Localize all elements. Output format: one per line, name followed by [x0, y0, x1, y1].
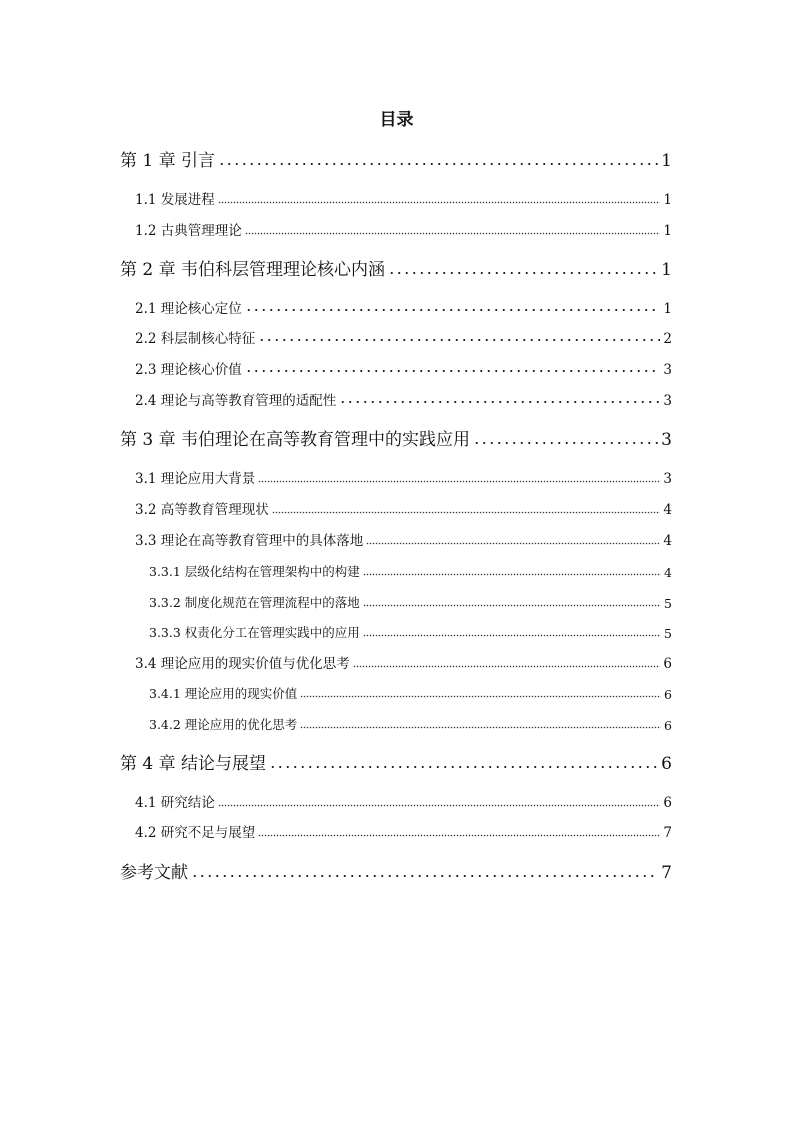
dot-leader	[300, 726, 661, 729]
toc-entry[interactable]	[149, 713, 672, 733]
toc-entry-label: 第 1 章 引言	[120, 151, 216, 171]
toc-entry[interactable]	[135, 498, 672, 518]
toc-entry[interactable]	[135, 188, 672, 208]
toc-entry[interactable]	[135, 467, 672, 487]
toc-entry-label: 3.4.2 理论应用的优化思考	[149, 717, 298, 732]
toc-page-number: 5	[664, 596, 672, 611]
toc-entry[interactable]	[135, 358, 672, 378]
dot-leader	[245, 369, 661, 373]
toc-page-number: 2	[663, 331, 672, 347]
dot-leader	[363, 634, 661, 637]
dot-leader	[245, 232, 661, 235]
toc-entry-label: 3.2 高等教育管理现状	[135, 502, 269, 518]
toc-page-number: 1	[661, 260, 672, 280]
toc-entry-label: 第 2 章 韦伯科层管理理论核心内涵	[120, 260, 386, 280]
dot-leader	[191, 874, 658, 878]
toc-entry[interactable]	[135, 327, 672, 347]
toc-entry[interactable]	[120, 859, 672, 883]
dot-leader	[245, 308, 661, 312]
toc-entry[interactable]	[120, 426, 672, 450]
toc-entry-label: 3.3.3 权责化分工在管理实践中的应用	[149, 625, 360, 640]
toc-entry-label: 1.2 古典管理理论	[135, 223, 242, 239]
toc-entry[interactable]	[135, 821, 672, 841]
toc-entry[interactable]	[135, 529, 672, 549]
dot-leader	[388, 271, 658, 275]
toc-entry-label: 2.4 理论与高等教育管理的适配性	[135, 393, 337, 409]
toc-entry[interactable]	[120, 147, 672, 171]
toc-page-number: 6	[663, 656, 672, 672]
toc-entry-label: 3.1 理论应用大背景	[135, 471, 256, 487]
toc-entry-label: 3.3.2 制度化规范在管理流程中的落地	[149, 595, 360, 610]
toc-page-number: 6	[664, 687, 672, 702]
toc-entry-label: 1.1 发展进程	[135, 192, 215, 208]
toc-page-number: 3	[663, 362, 672, 378]
toc-title: 目录	[379, 110, 414, 130]
toc-page-number: 7	[661, 863, 672, 883]
toc-entry-label: 3.4 理论应用的现实价值与优化思考	[135, 656, 350, 672]
toc-page-number: 3	[663, 393, 672, 409]
toc-entry[interactable]	[149, 591, 672, 611]
toc-page-number: 6	[664, 718, 672, 733]
toc-entry[interactable]	[135, 219, 672, 239]
toc-entry-label: 2.2 科层制核心特征	[135, 331, 256, 347]
dot-leader	[258, 834, 660, 837]
toc-page-number: 3	[663, 471, 672, 487]
toc-entry-label: 2.1 理论核心定位	[135, 301, 242, 317]
dot-leader	[218, 201, 661, 204]
toc-entry[interactable]	[120, 750, 672, 774]
toc-entry[interactable]	[135, 652, 672, 672]
dot-leader	[258, 338, 660, 342]
toc-entry[interactable]	[135, 297, 672, 317]
toc-page-number: 1	[663, 301, 672, 317]
toc-entry-label: 参考文献	[120, 863, 188, 883]
toc-page-number: 6	[661, 754, 672, 774]
toc-entry-label: 3.3.1 层级化结构在管理架构中的构建	[149, 564, 360, 579]
toc-page-number: 4	[663, 533, 672, 549]
toc-page-number: 3	[661, 430, 672, 450]
dot-leader	[353, 665, 661, 668]
toc-entry-label: 4.1 研究结论	[135, 795, 215, 811]
toc-page-number: 4	[664, 565, 672, 580]
dot-leader	[366, 542, 660, 545]
dot-leader	[272, 511, 661, 514]
dot-leader	[473, 441, 658, 445]
dot-leader	[300, 695, 661, 698]
dot-leader	[339, 400, 660, 404]
toc-page-number: 7	[663, 825, 672, 841]
toc-entry[interactable]	[135, 791, 672, 811]
toc-entry-label: 2.3 理论核心价值	[135, 362, 242, 378]
toc-entry[interactable]	[149, 621, 672, 641]
toc-entry[interactable]	[120, 256, 672, 280]
dot-leader	[218, 804, 661, 807]
toc-entry-label: 第 3 章 韦伯理论在高等教育管理中的实践应用	[120, 430, 471, 450]
dot-leader	[269, 765, 658, 769]
toc-entry-label: 3.4.1 理论应用的现实价值	[149, 686, 298, 701]
toc-page-number: 1	[663, 192, 672, 208]
toc-entry-label: 第 4 章 结论与展望	[120, 754, 267, 774]
toc-page-number: 6	[663, 795, 672, 811]
toc-entry[interactable]	[135, 389, 672, 409]
dot-leader	[258, 480, 660, 483]
toc-page-number: 1	[663, 223, 672, 239]
toc-page-number: 1	[661, 151, 672, 171]
toc-entry[interactable]	[149, 682, 672, 702]
toc-entry-label: 3.3 理论在高等教育管理中的具体落地	[135, 533, 364, 549]
toc-entry-label: 4.2 研究不足与展望	[135, 825, 256, 841]
dot-leader	[363, 604, 661, 607]
toc-page-number: 5	[664, 626, 672, 641]
dot-leader	[363, 573, 661, 576]
toc-entry[interactable]	[149, 560, 672, 580]
dot-leader	[218, 162, 658, 166]
toc-page-number: 4	[663, 502, 672, 518]
